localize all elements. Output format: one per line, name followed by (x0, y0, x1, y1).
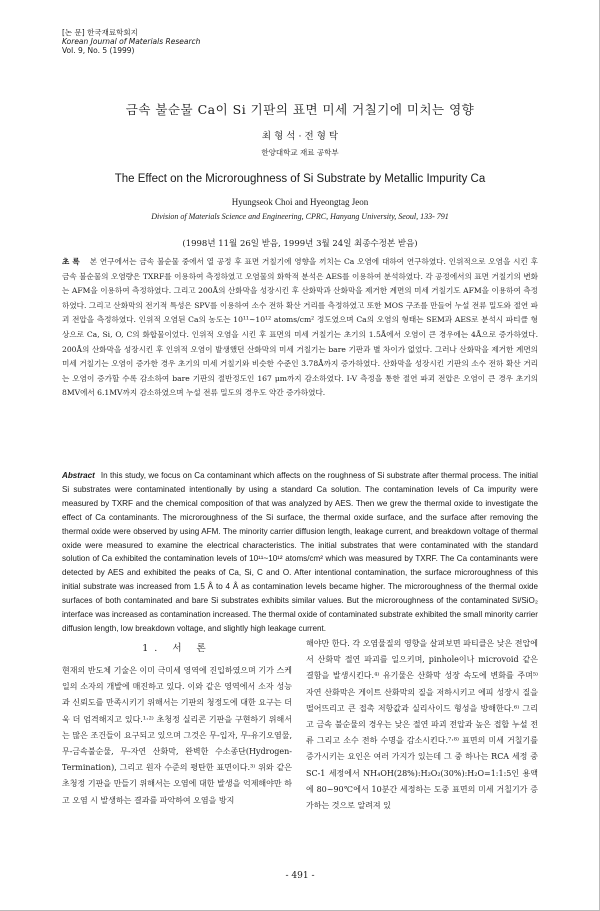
journal-volume: Vol. 9, No. 5 (1999) (62, 46, 135, 55)
body-column-left (62, 640, 292, 809)
intro-text-right: 해야만 한다. 각 오염물질의 영향을 살펴보면 파티클은 낮은 전압에서 산화막 절연 파괴를 일으키며, pinhole이나 microvoid 같은 결함을 발생시킨다.⁴⁾ 유기물은 산화막 성장 속도에 변화를 주며⁵⁾ 자연 산화막은 게이트 산화막의 질을 저하시키고 에피 성장시 질을 떨어뜨리고 큰 접촉 저항값과 실리사이드 형성을 방해한다.⁶⁾ 그리고 금속 불순물의 경우는 낮은 절연 파괴 전압과 높은 접합 누설 전류 그리고 소수 전하 수명을 감소시킨다.⁷·⁸⁾ 표면의 미세 거칠기를 증가시키는 요인은 여러 가지가 있는데 그 중 하나는 RCA 세정 중 SC-1 세정에서 NH₄OH(28%):H₂O₂(30%):H₂O=1:1:5인 용액에 80~90℃에서 10분간 세정하는 도중 표면의 미세 거칠기가 증가하는 것으로 알려져 있 (306, 639, 538, 811)
paper-title-ko: 금속 불순물 Ca이 Si 기판의 표면 미세 거칠기에 미치는 영향 (125, 102, 475, 117)
abstract-en-label: Abstract (62, 471, 95, 480)
authors-en: Hyungseok Choi and Hyeongtag Jeon (231, 197, 369, 207)
abstract-ko (62, 255, 538, 401)
abstract-ko-label: 초 록 (62, 257, 80, 266)
body-column-right (306, 636, 538, 814)
affiliation-en: Division of Materials Science and Engineering, CPRC, Hanyang University, Seoul, 133- 791 (151, 212, 449, 221)
abstract-en-text: In this study, we focus on Ca contaminant which affects on the roughness of Si substrate after thermal process. The initial Si substrates were contaminated intentionally by using a standard Ca solution. The contamination levels of Ca impurity were measured by TXRF and the chemical composition of that was analyzed by AES. Then we grew the thermal oxide to investigate the effect of Ca contaminants. The microroughness of the Si surface, the thermal oxide surface, and the surface after removing the thermal oxide were observed by using AFM. The minority carrier diffusion length, leakage current, and breakdown voltage of thermal oxide were measured to examine the electrical characteristics. The initial substrates that were contaminated with the standard solution of Ca exhibited the contamination levels of 10¹¹~10¹² atoms/cm² which was measured by TXRF. The Ca contaminants were detected by AES and exhibited the peaks of Ca, Si, C and O. After intentional contamination, the surface microroughness of this initial substrate was increased from 1.5 Å to 4 Å as contamination levels became higher. The microroughness of the thermal oxide surfaces of both contaminated and bare Si substrates exhibits similar values. But the microroughness of the contaminated Si/SiO₂ interface was increased as contamination increased. The thermal oxide of contaminated substrate exhibited the small minority carrier diffusion length, low breakdown voltage, and slightly high leakage current. (62, 471, 538, 633)
section-heading: 1. 서 론 (142, 643, 212, 654)
journal-label-ko: [논 문] 한국재료학회지 (62, 28, 138, 37)
abstract-en (62, 469, 538, 636)
authors-ko: 최 형 석 · 전 형 탁 (261, 131, 339, 142)
abstract-ko-text: 본 연구에서는 금속 불순물 중에서 열 공정 후 표면 거칠기에 영향을 끼치는 Ca 오염에 대하여 연구하였다. 인위적으로 오염을 시킨 후 금속 불순물의 오염량은 TXRF를 이용하여 측정하였고 오염물의 화학적 분석은 AES를 이용하여 분석하였다. 각 공정에서의 표면 거칠기의 변화는 AFM을 이용하여 측정하였다. 그리고 200Å의 산화막을 성장시킨 후 산화막과 산화막을 제거한 계면의 미세 거칠기도 AFM을 이용하여 측정하였다. 그리고 산화막의 전기적 특성은 SPV를 이용하여 소수 전하 확산 거리를 측정하였고 또한 MOS 구조를 만들어 누설 전류 밀도와 절연 파괴 전압을 측정하였다. 인위적 오염된 Ca의 농도는 10¹¹~10¹² atoms/cm² 정도였으며 Ca의 오염의 형태는 SEM과 AES로 분석시 파티클 형상으로 Ca, Si, O, C의 화합물이었다. 인위적 오염을 시킨 후 표면의 미세 거칠기는 초기의 1.5Å에서 오염이 큰 경우에는 4Å으로 증가하였다. 200Å의 산화막을 성장시킨 후 인위적 오염이 발생했던 산화막의 미세 거칠기는 bare 기판과 별 차이가 없었다. 그러나 산화막을 제거한 계면의 미세 거칠기는 오염이 증가한 경우 초기의 미세 거칠기와 비슷한 수준인 3.78Å까지 증가하였다. 산화막을 성장시킨 기판의 소수 전하 확산 거리는 오염이 증가할 수록 감소하여 bare 기판의 절반정도인 167 μm까지 감소하였다. I-V 측정을 통한 절연 파괴 전압은 오염이 큰 경우 초기의 8MV에서 6.1MV까지 감소하였으며 누설 전류 밀도의 경우도 약간 증가하였다. (62, 257, 538, 398)
journal-title-en: Korean Journal of Materials Research (62, 37, 201, 46)
intro-text-left: 현재의 반도체 기술은 이미 극미세 영역에 진입하였으며 기가 스케일의 소자의 개발에 매진하고 있다. 이와 같은 영역에서 소자 성능과 신뢰도를 만족시키기 위해서는 기판의 청정도에 대한 요구는 더욱 더 엄격해지고 있다.¹·²⁾ 초청정 실리콘 기판을 구현하기 위해서는 많은 조건들이 요구되고 있으며 그것은 무-입자, 무-유기오염물, 무-금속불순물, 무-자연 산화막, 완벽한 수소종단(Hydrogen-Termination), 그리고 원자 수준의 평탄한 표면이다.³⁾ 위와 같은 초청정 기판을 만들기 위해서는 오염에 대한 발생을 억제해야만 하고 오염 시 발생하는 결과를 파악하여 오염을 방지 (62, 666, 292, 805)
journal-header (62, 28, 200, 55)
affiliation-ko: 한양대학교 재료 공학부 (261, 148, 339, 157)
received-dates: (1998년 11월 26일 받음, 1999년 3월 24일 최종수정본 받음) (182, 239, 418, 249)
paper-title-en: The Effect on the Microroughness of Si Substrate by Metallic Impurity Ca (114, 173, 486, 185)
page-number: - 491 - (285, 871, 315, 881)
